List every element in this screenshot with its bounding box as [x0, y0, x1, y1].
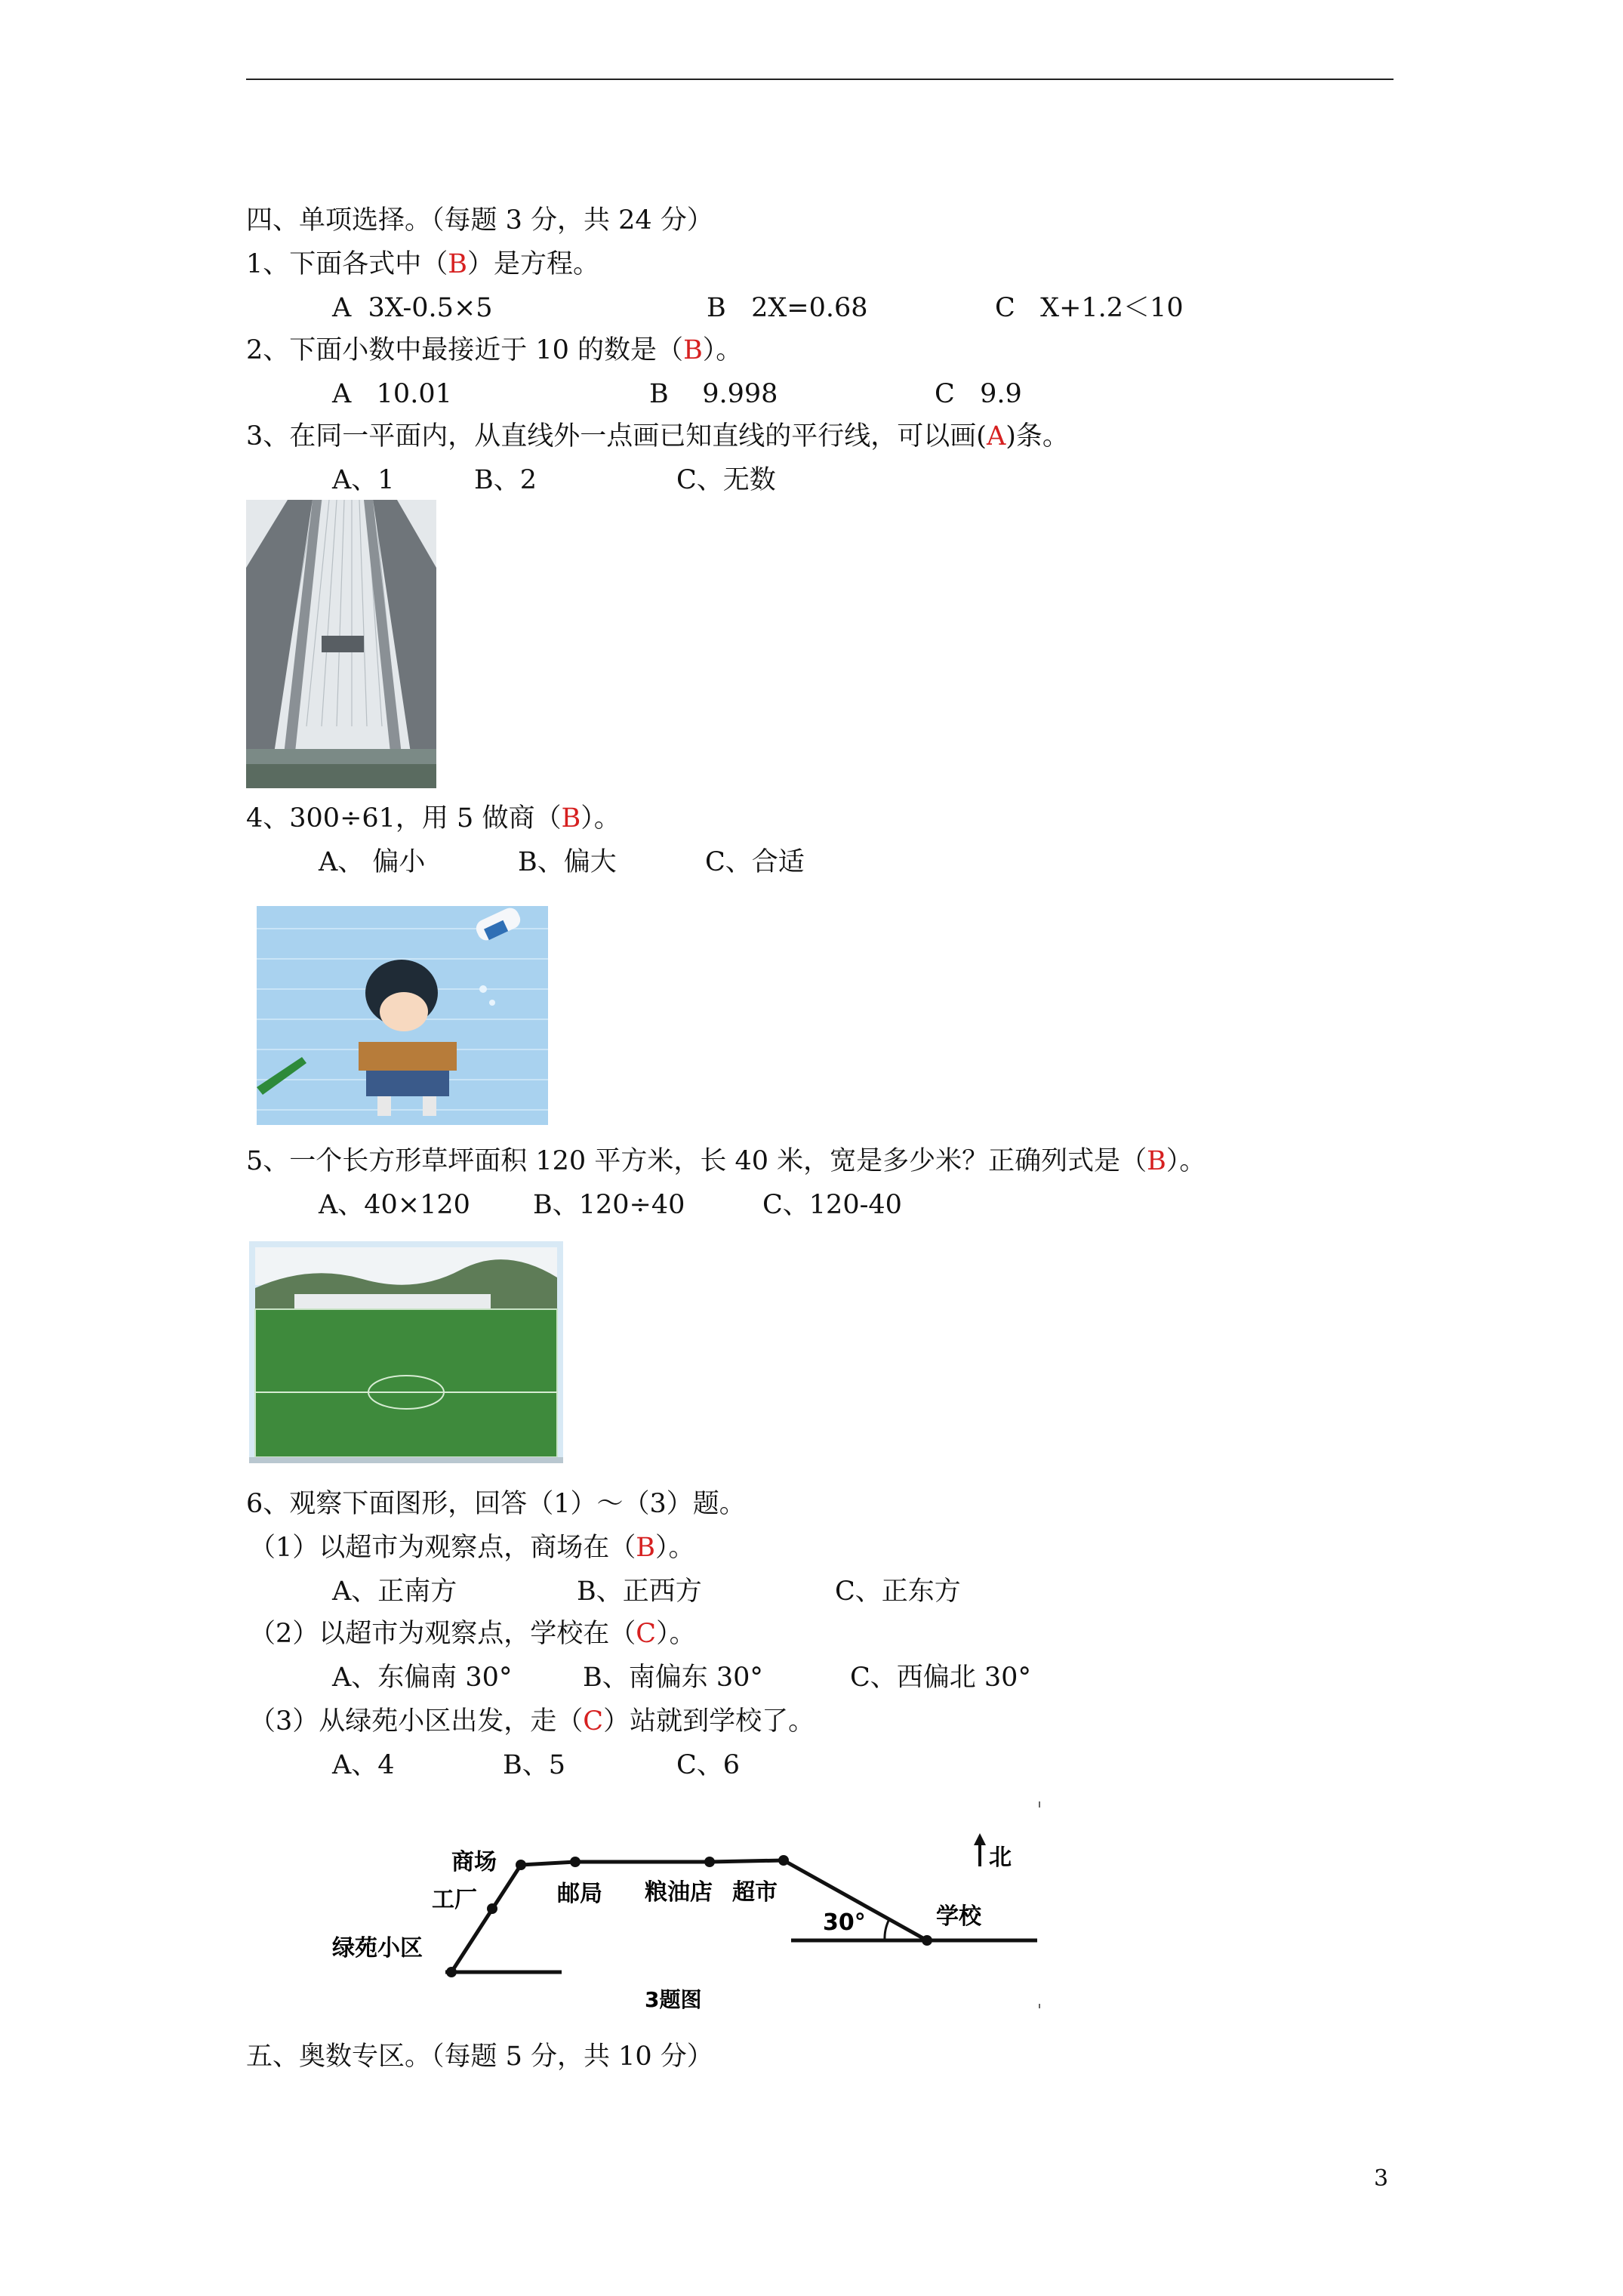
label-north: 北 — [989, 1845, 1012, 1871]
section5-title: 五、奥数专区。（每题 5 分，共 10 分） — [246, 2042, 713, 2072]
option-b: B、2 — [474, 465, 537, 495]
question-6-3: （3）从绿苑小区出发，走（C）站就到学校了。 — [249, 1706, 815, 1737]
stop-factory — [487, 1903, 497, 1914]
question-3: 3、在同一平面内，从直线外一点画已知直线的平行线，可以画(A)条。 — [246, 421, 1069, 451]
question-4: 4、300÷61，用 5 做商（B）。 — [246, 803, 621, 834]
option-b: B、5 — [503, 1750, 565, 1780]
option-b: B 9.998 — [649, 379, 778, 409]
option-b: B 2X=0.68 — [707, 293, 868, 323]
stop-mall — [516, 1860, 526, 1870]
north-arrowhead-icon — [974, 1833, 986, 1845]
option-c: C、6 — [676, 1750, 741, 1780]
option-c: C、西偏北 30° — [850, 1663, 1031, 1693]
option-a: A 10.01 — [332, 379, 452, 409]
answer: C — [636, 1619, 657, 1649]
map-caption: 3题图 — [645, 1987, 702, 2012]
option-a: A、1 — [332, 465, 395, 495]
option-a: A、4 — [332, 1750, 395, 1780]
answer: B — [1147, 1146, 1166, 1176]
label-community: 绿苑小区 — [332, 1935, 423, 1962]
option-a: A、 偏小 — [319, 847, 426, 877]
cartoon-student-illustration — [257, 906, 548, 1125]
question-6-2: （2）以超市为观察点，学校在（C）。 — [249, 1619, 696, 1649]
option-b: B、120÷40 — [533, 1190, 685, 1220]
question-6-title: 6、观察下面图形，回答（1）～（3）题。 — [246, 1489, 746, 1519]
question-5: 5、一个长方形草坪面积 120 平方米，长 40 米，宽是多少米？正确列式是（B）。 — [246, 1146, 1206, 1176]
stop-market — [778, 1855, 789, 1866]
option-a: A、东偏南 30° — [332, 1663, 513, 1693]
option-b: B、偏大 — [518, 847, 617, 877]
option-a: A、40×120 — [319, 1190, 470, 1220]
option-c: C X+1.2＜10 — [995, 293, 1184, 323]
label-factory: 工厂 — [432, 1887, 477, 1913]
question-1: 1、下面各式中（B）是方程。 — [246, 249, 600, 279]
label-angle: 30° — [823, 1909, 866, 1936]
question-6-1: （1）以超市为观察点，商场在（B）。 — [249, 1533, 695, 1563]
answer: B — [683, 335, 703, 365]
page-number: 3 — [1374, 2165, 1389, 2192]
question-2: 2、下面小数中最接近于 10 的数是（B）。 — [246, 335, 743, 365]
angle-arc — [885, 1919, 889, 1940]
label-mall: 商场 — [451, 1849, 497, 1875]
label-school: 学校 — [936, 1903, 981, 1930]
answer: A — [986, 421, 1006, 451]
label-post: 邮局 — [557, 1881, 602, 1907]
football-field-photo — [249, 1241, 563, 1463]
option-c: C、120-40 — [762, 1190, 902, 1220]
answer: B — [636, 1533, 656, 1563]
stop-post — [570, 1857, 581, 1867]
answer: B — [561, 803, 581, 834]
bridge-photo — [246, 500, 436, 788]
option-a: A、正南方 — [332, 1576, 457, 1607]
option-b: B、正西方 — [577, 1576, 702, 1607]
route-map-diagram — [325, 1789, 1049, 2016]
option-a: A 3X-0.5×5 — [332, 293, 493, 323]
option-c: C、正东方 — [835, 1576, 961, 1607]
label-market: 超市 — [732, 1879, 778, 1906]
option-c: C、无数 — [676, 465, 776, 495]
option-c: C 9.9 — [935, 379, 1022, 409]
option-b: B、南偏东 30° — [583, 1663, 763, 1693]
header-rule — [246, 79, 1394, 80]
label-grain: 粮油店 — [645, 1879, 713, 1906]
stop-school — [922, 1935, 932, 1946]
answer: B — [448, 249, 468, 279]
option-c: C、合适 — [705, 847, 805, 877]
stop-grain — [704, 1857, 715, 1867]
section4-title: 四、单项选择。（每题 3 分，共 24 分） — [246, 205, 713, 236]
stop-community — [446, 1967, 457, 1977]
answer: C — [583, 1706, 604, 1737]
